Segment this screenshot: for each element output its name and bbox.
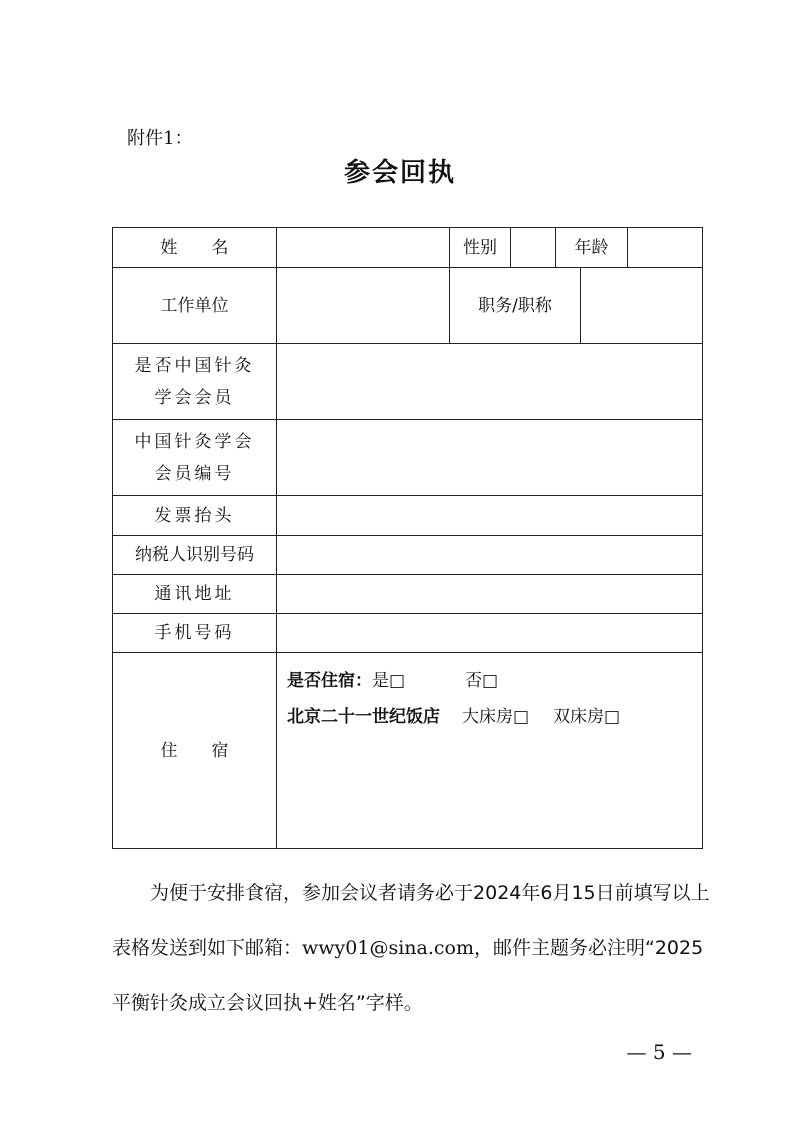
member-number-label: [113, 420, 277, 496]
attachment-label: 附件1：: [127, 128, 193, 149]
stay-question-line: [287, 663, 702, 699]
tax-id-label: 纳税人识别号码: [113, 536, 277, 575]
member-number-label-line2: 会员编号: [154, 463, 235, 484]
name-label: 姓 名: [113, 228, 277, 268]
invoice-input-cell[interactable]: [277, 496, 703, 536]
stay-no-checkbox[interactable]: 否□: [465, 671, 499, 691]
registration-form-table: [112, 227, 703, 849]
page-number: — 5 —: [626, 1040, 692, 1064]
notice-text-4: ”字样。: [355, 992, 423, 1014]
member-number-input-cell[interactable]: [277, 420, 703, 496]
stay-question: 是否住宿：: [287, 671, 372, 691]
notice-paragraph: [112, 866, 712, 1031]
member-label-line2: 学会会员: [154, 387, 235, 408]
notice-email[interactable]: wwy01@sina.com: [302, 937, 474, 959]
address-label: 通讯地址: [113, 575, 277, 614]
age-label: 年龄: [556, 228, 628, 268]
notice-text-3: ，邮件主题务必注明“: [473, 937, 655, 959]
phone-label: 手机号码: [113, 614, 277, 653]
accommodation-options-cell: [277, 653, 703, 849]
member-input-cell[interactable]: [277, 344, 703, 420]
member-label-line1: 是否中国针灸: [134, 355, 255, 376]
notice-subject: 2025平衡针灸成立会议回执+姓名: [112, 937, 704, 1014]
member-number-label-line1: 中国针灸学会: [134, 431, 255, 452]
notice-deadline: 2024年6月15日: [473, 882, 615, 904]
position-input-cell[interactable]: [581, 268, 703, 344]
twin-room-checkbox[interactable]: 双床房□: [553, 707, 621, 727]
hotel-name: 北京二十一世纪饭店: [287, 707, 440, 727]
invoice-label: 发票抬头: [113, 496, 277, 536]
accommodation-label: 住 宿: [113, 653, 277, 849]
stay-yes-checkbox[interactable]: 是□: [372, 671, 406, 691]
member-label: [113, 344, 277, 420]
phone-input-cell[interactable]: [277, 614, 703, 653]
address-input-cell[interactable]: [277, 575, 703, 614]
name-input-cell[interactable]: [277, 228, 450, 268]
work-unit-label: 工作单位: [113, 268, 277, 344]
tax-id-input-cell[interactable]: [277, 536, 703, 575]
position-label: 职务/职称: [450, 268, 581, 344]
king-room-checkbox[interactable]: 大床房□: [462, 707, 530, 727]
age-input-cell[interactable]: [628, 228, 703, 268]
room-type-line: [287, 699, 702, 735]
work-unit-input-cell[interactable]: [277, 268, 450, 344]
notice-text-2: 前填写以上表格发送到如下邮箱：: [112, 882, 710, 959]
notice-text-1: 为便于安排食宿，参加会议者请务必于: [150, 882, 474, 904]
gender-input-cell[interactable]: [511, 228, 556, 268]
page-title: 参会回执: [343, 158, 456, 188]
gender-label: 性别: [450, 228, 511, 268]
